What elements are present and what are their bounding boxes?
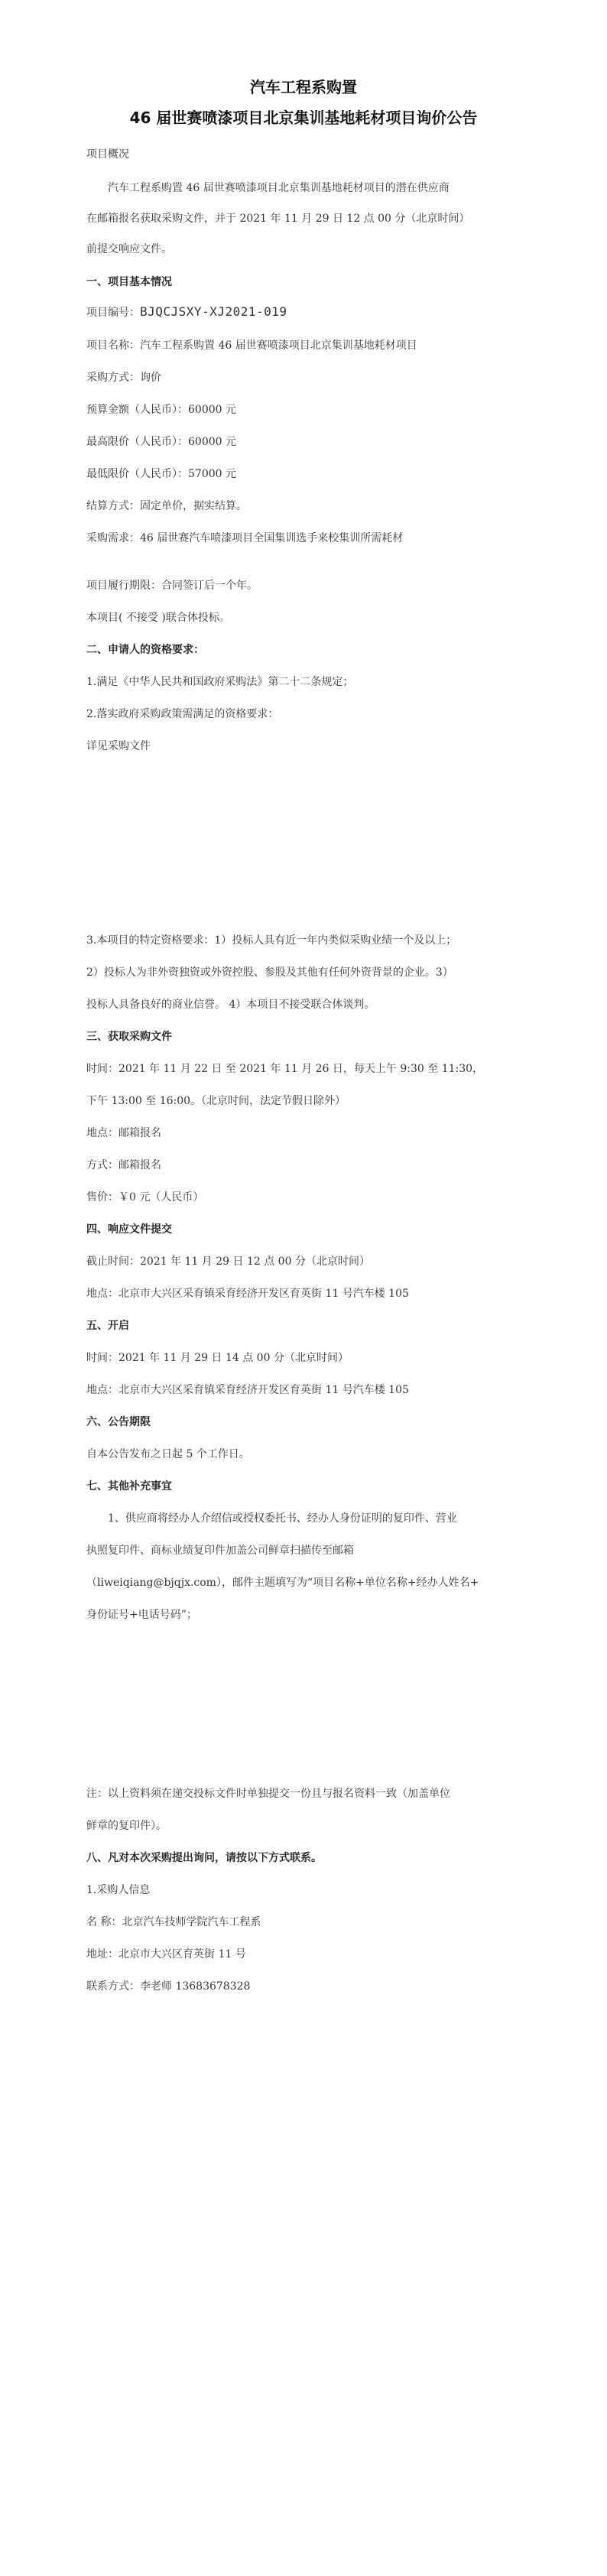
specific-qualification-line: 投标人具备良好的商业信誉。 4）本项目不接受联合体谈判。 [86,999,375,1011]
notice-period-text: 自本公告发布之日起 5 个工作日。 [86,1448,250,1460]
supplementary-line: 身份证号+电话号码”； [86,1609,197,1621]
supplementary-line: （liweiqiang@bjqjx.com），邮件主题填写为“项目名称+单位名称+经办人姓名+ [86,1577,479,1589]
overview-line: 在邮箱报名获取采购文件，并于 2021 年 11 月 29 日 12 点 00 分（北京时间） [86,213,470,225]
obtain-time-line: 时间：2021 年 11 月 22 日 至 2021 年 11 月 26 日，每天上午 9:30 至 11:30， [86,1063,484,1075]
section-heading-obtain-docs: 三、获取采购文件 [86,1031,172,1043]
section-heading-supplementary: 七、其他补充事宜 [86,1480,172,1493]
project-number-label: 项目编号： [86,307,140,319]
section-heading-opening: 五、开启 [86,1320,129,1332]
submission-place: 地点：北京市大兴区采育镇采育经济开发区育英街 11 号汽车楼 105 [86,1288,409,1300]
max-price: 最高限价（人民币）：60000 元 [86,436,236,448]
project-number-row [86,304,526,320]
budget-amount: 预算金额（人民币）：60000 元 [86,404,236,416]
procurement-requirement: 采购需求：46 届世赛汽车喷漆项目全国集训选手来校集训所需耗材 [86,532,404,544]
section-heading-basic-info: 一、项目基本情况 [86,276,172,288]
purchaser-contact: 联系方式：李老师 13683678328 [86,1980,251,1993]
submission-deadline: 截止时间：2021 年 11 月 29 日 12 点 00 分（北京时间） [86,1256,370,1268]
purchaser-name: 名 称：北京汽车技师学院汽车工程系 [86,1916,261,1928]
obtain-time-line: 下午 13:00 至 16:00。（北京时间，法定节假日除外） [86,1095,346,1107]
page-title-department: 汽车工程系购置 [250,78,357,96]
purchaser-address: 地址：北京市大兴区育英街 11 号 [86,1948,246,1960]
section-heading-notice-period: 六、公告期限 [86,1416,151,1428]
obtain-place: 地点：邮箱报名 [86,1127,161,1139]
opening-time: 时间：2021 年 11 月 29 日 14 点 00 分（北京时间） [86,1352,349,1364]
section-heading-qualifications: 二、申请人的资格要求： [86,644,204,656]
supplementary-line: 1、供应商将经办人介绍信或授权委托书、经办人身份证明的复印件、营业 [108,1512,457,1525]
project-name: 项目名称：汽车工程系购置 46 届世赛喷漆项目北京集训基地耗材项目 [86,339,417,352]
page-title-notice: 46 届世赛喷漆项目北京集训基地耗材项目询价公告 [129,109,478,127]
overview-line: 前提交响应文件。 [86,243,172,255]
consortium-policy: 本项目( 不接受 )联合体投标。 [86,612,230,624]
qualification-item: 2.落实政府采购政策需满足的资格要求： [86,708,279,720]
min-price: 最低限价（人民币）：57000 元 [86,468,236,480]
settlement-method: 结算方式：固定单价，据实结算。 [86,500,247,512]
document-price: 售价：￥0 元（人民币） [86,1191,204,1204]
project-period: 项目履行期限：合同签订后一个年。 [86,580,258,592]
qualification-item: 详见采购文件 [86,740,151,752]
project-number-value: BJQCJSXY-XJ2021-019 [140,304,287,319]
supplementary-note-line: 鲜章的复印件）。 [86,1820,167,1832]
qualification-item: 1.满足《中华人民共和国政府采购法》第二十二条规定； [86,676,354,688]
overview-line: 汽车工程系购置 46 届世赛喷漆项目北京集训基地耗材项目的潜在供应商 [108,182,450,194]
opening-place: 地点：北京市大兴区采育镇采育经济开发区育英街 11 号汽车楼 105 [86,1384,409,1396]
section-heading-submission: 四、响应文件提交 [86,1223,172,1236]
specific-qualification-line: 2）投标人为非外资独资或外资控股、参股及其他有任何外资背景的企业。3） [86,966,453,979]
obtain-method: 方式：邮箱报名 [86,1159,161,1171]
section-heading-contact: 八、凡对本次采购提出询问，请按以下方式联系。 [86,1852,322,1864]
supplementary-line: 执照复印件、商标业绩复印件加盖公司鲜章扫描传至邮箱 [86,1545,354,1557]
purchaser-info-heading: 1.采购人信息 [86,1884,151,1896]
specific-qualification-line: 3.本项目的特定资格要求：1）投标人具有近一年内类似采购业绩一个及以上； [86,934,457,947]
supplementary-note-line: 注：以上资料须在递交投标文件时单独提交一份且与报名资料一致（加盖单位 [86,1788,450,1800]
procurement-method: 采购方式：询价 [86,372,161,384]
overview-heading: 项目概况 [86,148,129,161]
